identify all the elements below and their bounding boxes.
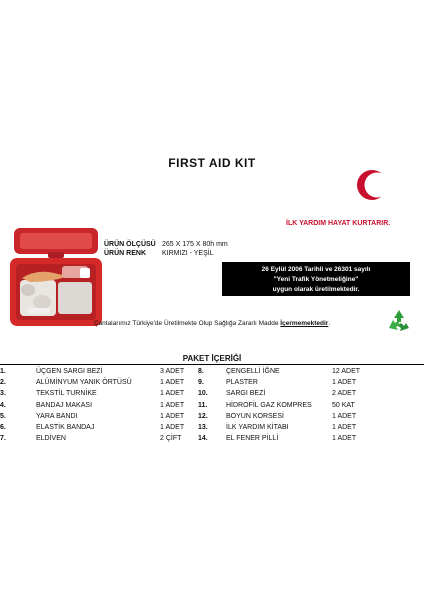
item-number: 7. <box>0 435 6 443</box>
item-name: EL FENER PİLLİ <box>226 435 279 443</box>
regulation-notice <box>222 262 410 296</box>
item-number: 11. <box>198 401 208 409</box>
page-title: FIRST AID KIT <box>168 156 256 170</box>
item-quantity: 1 ADET <box>332 424 357 432</box>
packet-items-table <box>0 366 360 444</box>
item-number: 9. <box>198 379 204 387</box>
slogan: İLK YARDIM HAYAT KURTARIR. <box>286 220 391 227</box>
item-quantity: 1 ADET <box>332 412 357 420</box>
item-quantity: 1 ADET <box>160 412 185 420</box>
notice-line-2: "Yeni Trafik Yönetmeliğine" <box>273 276 359 283</box>
item-quantity: 2 ÇİFT <box>160 435 182 443</box>
health-safety-note <box>0 320 424 327</box>
notice-line-3: uygun olarak üretilmektedir. <box>272 286 360 293</box>
item-name: SARGI BEZİ <box>226 390 266 398</box>
item-number: 14. <box>198 435 208 443</box>
note-end: . <box>328 320 331 327</box>
item-number: 13. <box>198 424 208 432</box>
item-number: 3. <box>0 390 6 398</box>
item-number: 5. <box>0 412 6 420</box>
item-quantity: 2 ADET <box>332 390 357 398</box>
table-row <box>0 400 360 411</box>
red-crescent-icon <box>355 168 389 202</box>
item-name: BOYUN KORSESİ <box>226 412 284 420</box>
spec-label-size: ÜRÜN ÖLÇÜSÜ <box>104 241 156 248</box>
item-quantity: 50 KAT <box>332 401 355 409</box>
item-number: 4. <box>0 401 6 409</box>
item-name: ELDİVEN <box>36 435 66 443</box>
item-name: ÇENGELLİ İĞNE <box>226 368 280 375</box>
item-quantity: 1 ADET <box>160 424 185 432</box>
item-name: ELASTİK BANDAJ <box>36 424 95 432</box>
item-quantity: 12 ADET <box>332 368 361 375</box>
table-row <box>0 377 360 388</box>
first-aid-kit-image <box>8 224 104 330</box>
item-quantity: 1 ADET <box>160 401 185 409</box>
item-name: TEKSTİL TURNİKE <box>36 390 97 398</box>
item-quantity: 1 ADET <box>160 379 185 387</box>
item-name: ÜÇGEN SARGI BEZİ <box>36 368 103 375</box>
item-number: 8. <box>198 368 204 375</box>
item-number: 10. <box>198 390 208 398</box>
item-name: PLASTER <box>226 379 258 387</box>
packet-contents-title: PAKET İÇERİĞİ <box>182 354 242 363</box>
table-row <box>0 366 360 377</box>
item-name: BANDAJ MAKASI <box>36 401 93 409</box>
table-row <box>0 433 360 444</box>
item-number: 1. <box>0 368 6 375</box>
item-name: İLK YARDIM KİTABI <box>226 424 289 432</box>
item-name: YARA BANDI <box>36 412 78 420</box>
item-quantity: 3 ADET <box>160 368 185 375</box>
note-emphasis: İçermemektedir <box>280 320 329 327</box>
table-row <box>0 411 360 422</box>
spec-value-size: 265 X 175 X 80h mm <box>162 241 228 248</box>
item-name: ALÜMİNYUM YANIK ÖRTÜSÜ <box>36 379 132 387</box>
spec-label-color: ÜRÜN RENK <box>104 250 146 257</box>
item-quantity: 1 ADET <box>160 390 185 398</box>
item-quantity: 1 ADET <box>332 379 357 387</box>
item-quantity: 1 ADET <box>332 435 357 443</box>
note-text: Çantalarımız Türkiye'de Üretilmekte Olup Sağlığa Zararlı Madde <box>93 320 281 327</box>
table-row <box>0 388 360 399</box>
table-row <box>0 422 360 433</box>
item-number: 6. <box>0 424 6 432</box>
spec-value-color: KIRMIZI - YEŞİL <box>162 250 214 257</box>
item-number: 2. <box>0 379 6 387</box>
packet-divider <box>0 364 424 365</box>
item-name: HİDROFİL GAZ KOMPRES <box>226 401 312 409</box>
item-number: 12. <box>198 412 208 420</box>
notice-line-1: 26 Eylül 2006 Tarihli ve 26301 sayılı <box>261 266 371 273</box>
